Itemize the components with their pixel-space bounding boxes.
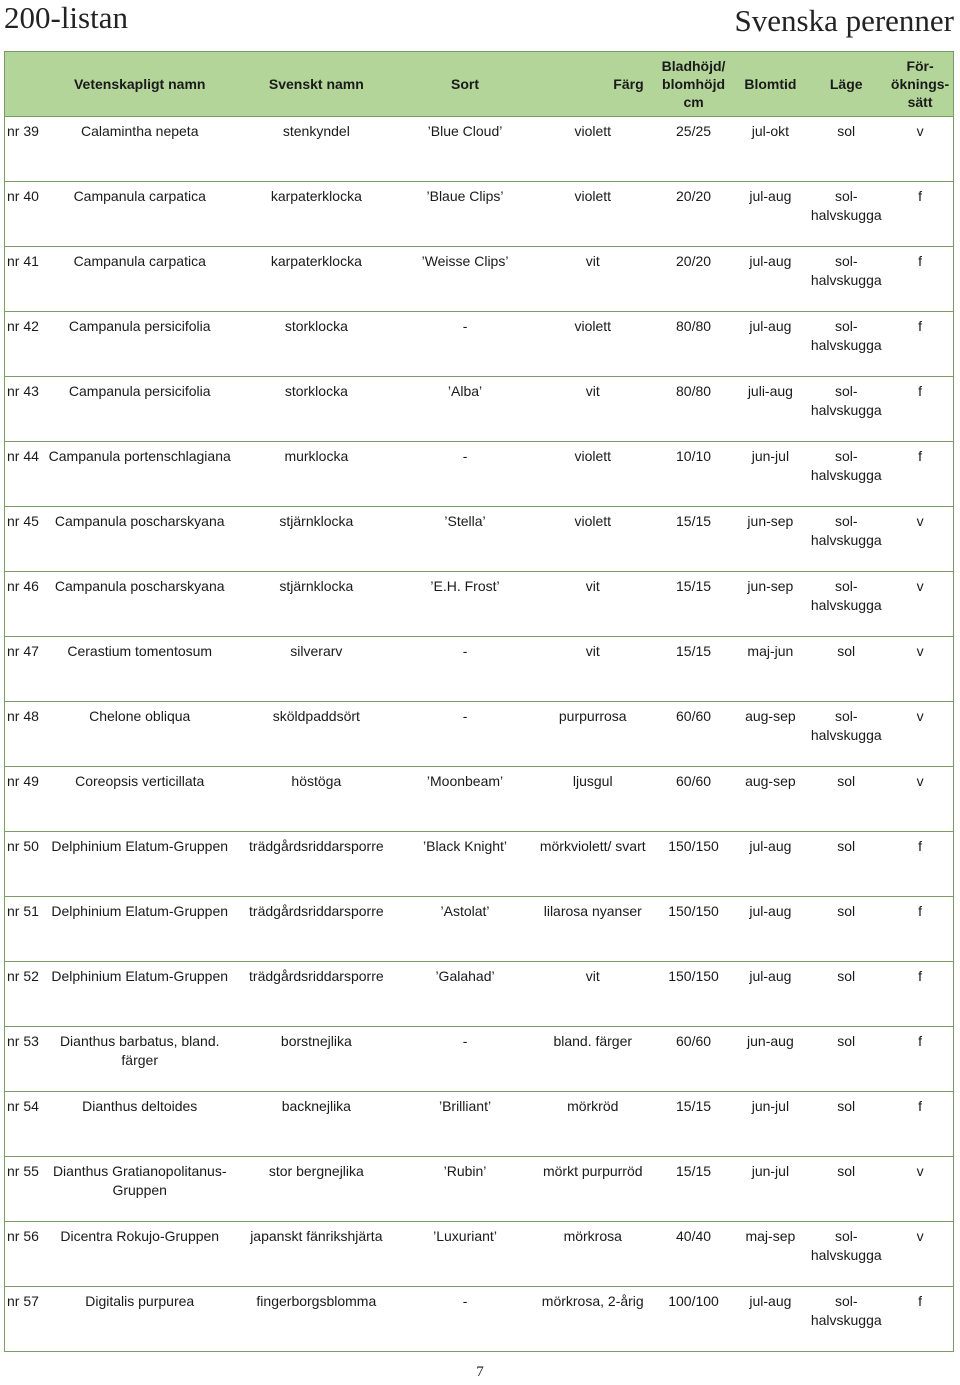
height-cell: 100/100 bbox=[668, 1293, 719, 1309]
bloom-time-cell: maj-jun bbox=[747, 643, 794, 659]
scientific-name-cell: Campanula poscharskyana bbox=[54, 578, 225, 594]
table-row bbox=[4, 1027, 954, 1092]
propagation-cell: f bbox=[918, 1098, 923, 1114]
swedish-name-cell: stjärnklocka bbox=[279, 578, 354, 594]
scientific-name-cell: Dicentra Rokujo-Gruppen bbox=[60, 1228, 220, 1244]
height-cell: 20/20 bbox=[676, 188, 712, 204]
location-cell: sol bbox=[837, 903, 856, 919]
table-row bbox=[4, 377, 954, 442]
location-cell: sol bbox=[837, 773, 856, 789]
color-cell: mörkrosa bbox=[563, 1228, 622, 1244]
sort-cell: ’Stella’ bbox=[444, 513, 486, 529]
table-header bbox=[4, 51, 954, 117]
row-number-cell: nr 51 bbox=[7, 903, 39, 919]
row-number-cell: nr 49 bbox=[7, 773, 39, 789]
swedish-name-cell: backnejlika bbox=[281, 1098, 351, 1114]
scientific-name-cell: Calamintha nepeta bbox=[80, 123, 199, 139]
color-cell: violett bbox=[574, 448, 612, 464]
location-cell: sol- halvskugga bbox=[810, 1228, 882, 1263]
color-cell: vit bbox=[585, 383, 600, 399]
height-cell: 15/15 bbox=[676, 578, 712, 594]
height-cell: 60/60 bbox=[676, 1033, 712, 1049]
bloom-time-cell: jul-okt bbox=[751, 123, 790, 139]
color-cell: violett bbox=[574, 513, 612, 529]
header-propagation: För- öknings- sätt bbox=[890, 58, 950, 110]
sort-cell: ’Galahad’ bbox=[435, 968, 495, 984]
bloom-time-cell: jun-sep bbox=[747, 578, 794, 594]
table-row bbox=[4, 442, 954, 507]
bloom-time-cell: jul-aug bbox=[749, 188, 792, 204]
table-row bbox=[4, 182, 954, 247]
scientific-name-cell: Delphinium Elatum-Gruppen bbox=[51, 838, 229, 854]
scientific-name-cell: Dianthus barbatus, bland. färger bbox=[59, 1033, 220, 1068]
propagation-cell: v bbox=[916, 513, 924, 529]
table-row bbox=[4, 832, 954, 897]
sort-cell: ’E.H. Frost’ bbox=[430, 578, 500, 594]
row-number-cell: nr 47 bbox=[7, 643, 39, 659]
scientific-name-cell: Campanula persicifolia bbox=[68, 318, 211, 334]
color-cell: lilarosa nyanser bbox=[543, 903, 642, 919]
swedish-name-cell: trädgårdsriddarsporre bbox=[249, 968, 384, 984]
table-row bbox=[4, 507, 954, 572]
color-cell: vit bbox=[585, 643, 600, 659]
swedish-name-cell: stenkyndel bbox=[282, 123, 350, 139]
header-scientific-name: Vetenskapligt namn bbox=[73, 76, 206, 92]
header-color: Färg bbox=[613, 76, 644, 92]
row-number-cell: nr 54 bbox=[7, 1098, 39, 1114]
swedish-name-cell: karpaterklocka bbox=[270, 188, 362, 204]
swedish-name-cell: storklocka bbox=[284, 318, 348, 334]
bloom-time-cell: jul-aug bbox=[749, 1293, 792, 1309]
row-number-cell: nr 40 bbox=[7, 188, 39, 204]
color-cell: vit bbox=[585, 968, 600, 984]
sort-cell: - bbox=[462, 643, 468, 659]
location-cell: sol bbox=[837, 123, 856, 139]
swedish-name-cell: murklocka bbox=[284, 448, 349, 464]
header-bloom: Blomtid bbox=[744, 76, 797, 92]
sort-cell: ’Blue Cloud’ bbox=[427, 123, 503, 139]
propagation-cell: v bbox=[916, 708, 924, 724]
row-number-cell: nr 52 bbox=[7, 968, 39, 984]
location-cell: sol- halvskugga bbox=[810, 708, 882, 743]
location-cell: sol- halvskugga bbox=[810, 383, 882, 418]
propagation-cell: f bbox=[918, 968, 923, 984]
location-cell: sol- halvskugga bbox=[810, 513, 882, 548]
swedish-name-cell: trädgårdsriddarsporre bbox=[249, 838, 384, 854]
table-row bbox=[4, 1287, 954, 1352]
bloom-time-cell: jun-sep bbox=[747, 513, 794, 529]
propagation-cell: v bbox=[916, 1228, 924, 1244]
height-cell: 150/150 bbox=[668, 838, 719, 854]
height-cell: 15/15 bbox=[676, 643, 712, 659]
sort-cell: ’Brilliant’ bbox=[438, 1098, 492, 1114]
height-cell: 15/15 bbox=[676, 513, 712, 529]
color-cell: violett bbox=[574, 318, 612, 334]
height-cell: 80/80 bbox=[676, 318, 712, 334]
propagation-cell: f bbox=[918, 903, 923, 919]
table-row bbox=[4, 572, 954, 637]
row-number-cell: nr 46 bbox=[7, 578, 39, 594]
height-cell: 25/25 bbox=[676, 123, 712, 139]
height-cell: 10/10 bbox=[676, 448, 712, 464]
swedish-name-cell: sköldpaddsört bbox=[272, 708, 360, 724]
location-cell: sol- halvskugga bbox=[810, 578, 882, 613]
page-number: 7 bbox=[476, 1364, 484, 1380]
row-number-cell: nr 39 bbox=[7, 123, 39, 139]
swedish-name-cell: karpaterklocka bbox=[270, 253, 362, 269]
swedish-name-cell: stjärnklocka bbox=[279, 513, 354, 529]
height-cell: 20/20 bbox=[676, 253, 712, 269]
list-title: 200-listan bbox=[4, 0, 128, 35]
swedish-name-cell: japanskt fänrikshjärta bbox=[250, 1228, 383, 1244]
sort-cell: ’Weisse Clips’ bbox=[421, 253, 509, 269]
color-cell: violett bbox=[574, 188, 612, 204]
header-height: Bladhöjd/ blomhöjd cm bbox=[661, 58, 726, 110]
propagation-cell: v bbox=[916, 578, 924, 594]
swedish-name-cell: borstnejlika bbox=[280, 1033, 352, 1049]
scientific-name-cell: Campanula portenschlagiana bbox=[48, 448, 231, 464]
row-number-cell: nr 45 bbox=[7, 513, 39, 529]
header-swedish-name: Svenskt namn bbox=[268, 76, 364, 92]
sort-cell: ’Luxuriant’ bbox=[433, 1228, 497, 1244]
bloom-time-cell: jun-jul bbox=[751, 1098, 790, 1114]
bloom-time-cell: jun-jul bbox=[751, 448, 790, 464]
height-cell: 80/80 bbox=[676, 383, 712, 399]
table-row bbox=[4, 117, 954, 182]
sort-cell: ’Rubin’ bbox=[443, 1163, 487, 1179]
sort-cell: - bbox=[462, 1033, 468, 1049]
bloom-time-cell: jul-aug bbox=[749, 838, 792, 854]
sort-cell: ’Moonbeam’ bbox=[426, 773, 504, 789]
bloom-time-cell: jun-aug bbox=[747, 1033, 794, 1049]
plant-table bbox=[4, 51, 954, 1352]
height-cell: 150/150 bbox=[668, 968, 719, 984]
color-cell: bland. färger bbox=[553, 1033, 633, 1049]
row-number-cell: nr 56 bbox=[7, 1228, 39, 1244]
propagation-cell: v bbox=[916, 123, 924, 139]
table-row bbox=[4, 1092, 954, 1157]
scientific-name-cell: Campanula carpatica bbox=[73, 188, 206, 204]
location-cell: sol bbox=[837, 1098, 856, 1114]
table-row bbox=[4, 312, 954, 377]
location-cell: sol- halvskugga bbox=[810, 448, 882, 483]
bloom-time-cell: aug-sep bbox=[745, 708, 796, 724]
location-cell: sol bbox=[837, 838, 856, 854]
propagation-cell: f bbox=[918, 188, 923, 204]
color-cell: purpurrosa bbox=[558, 708, 627, 724]
location-cell: sol- halvskugga bbox=[810, 253, 882, 288]
sort-cell: ’Astolat’ bbox=[440, 903, 490, 919]
scientific-name-cell: Dianthus Gratianopolitanus-Gruppen bbox=[52, 1163, 227, 1198]
color-cell: ljusgul bbox=[572, 773, 613, 789]
row-number-cell: nr 50 bbox=[7, 838, 39, 854]
scientific-name-cell: Chelone obliqua bbox=[89, 708, 191, 724]
scientific-name-cell: Coreopsis verticillata bbox=[75, 773, 205, 789]
swedish-name-cell: storklocka bbox=[284, 383, 348, 399]
height-cell: 60/60 bbox=[676, 773, 712, 789]
propagation-cell: f bbox=[918, 253, 923, 269]
propagation-cell: v bbox=[916, 1163, 924, 1179]
propagation-cell: f bbox=[918, 318, 923, 334]
height-cell: 15/15 bbox=[676, 1163, 712, 1179]
swedish-name-cell: silverarv bbox=[290, 643, 343, 659]
propagation-cell: f bbox=[918, 1033, 923, 1049]
location-cell: sol bbox=[837, 1033, 856, 1049]
location-cell: sol bbox=[837, 643, 856, 659]
color-cell: vit bbox=[585, 253, 600, 269]
table-row bbox=[4, 247, 954, 312]
row-number-cell: nr 41 bbox=[7, 253, 39, 269]
header-sort: Sort bbox=[451, 76, 480, 92]
table-body bbox=[4, 117, 954, 1352]
bloom-time-cell: jul-aug bbox=[749, 903, 792, 919]
sort-cell: ’Alba’ bbox=[447, 383, 483, 399]
location-cell: sol- halvskugga bbox=[810, 188, 882, 223]
height-cell: 40/40 bbox=[676, 1228, 712, 1244]
height-cell: 60/60 bbox=[676, 708, 712, 724]
location-cell: sol bbox=[837, 968, 856, 984]
sort-cell: - bbox=[462, 708, 468, 724]
table-row bbox=[4, 702, 954, 767]
sort-cell: - bbox=[462, 448, 468, 464]
bloom-time-cell: jun-jul bbox=[751, 1163, 790, 1179]
sort-cell: - bbox=[462, 318, 468, 334]
row-number-cell: nr 42 bbox=[7, 318, 39, 334]
scientific-name-cell: Delphinium Elatum-Gruppen bbox=[51, 968, 229, 984]
scientific-name-cell: Delphinium Elatum-Gruppen bbox=[51, 903, 229, 919]
sort-cell: ’Black Knight’ bbox=[423, 838, 508, 854]
bloom-time-cell: jul-aug bbox=[749, 253, 792, 269]
swedish-name-cell: stor bergnejlika bbox=[268, 1163, 364, 1179]
table-row bbox=[4, 897, 954, 962]
table-row bbox=[4, 962, 954, 1027]
color-cell: mörkrosa, 2-årig bbox=[541, 1293, 644, 1309]
height-cell: 15/15 bbox=[676, 1098, 712, 1114]
row-number-cell: nr 43 bbox=[7, 383, 39, 399]
scientific-name-cell: Cerastium tomentosum bbox=[67, 643, 213, 659]
section-title: Svenska perenner bbox=[734, 3, 954, 38]
color-cell: mörkröd bbox=[567, 1098, 619, 1114]
bloom-time-cell: jul-aug bbox=[749, 318, 792, 334]
propagation-cell: v bbox=[916, 643, 924, 659]
bloom-time-cell: jul-aug bbox=[749, 968, 792, 984]
color-cell: mörkt purpurröd bbox=[542, 1163, 643, 1179]
swedish-name-cell: fingerborgsblomma bbox=[256, 1293, 377, 1309]
bloom-time-cell: aug-sep bbox=[745, 773, 796, 789]
swedish-name-cell: höstöga bbox=[291, 773, 342, 789]
row-number-cell: nr 48 bbox=[7, 708, 39, 724]
scientific-name-cell: Campanula carpatica bbox=[73, 253, 206, 269]
row-number-cell: nr 44 bbox=[7, 448, 39, 464]
scientific-name-cell: Digitalis purpurea bbox=[85, 1293, 195, 1309]
propagation-cell: v bbox=[916, 773, 924, 789]
propagation-cell: f bbox=[918, 1293, 923, 1309]
table-row bbox=[4, 1222, 954, 1287]
color-cell: violett bbox=[574, 123, 612, 139]
sort-cell: - bbox=[462, 1293, 468, 1309]
row-number-cell: nr 53 bbox=[7, 1033, 39, 1049]
scientific-name-cell: Dianthus deltoides bbox=[82, 1098, 198, 1114]
location-cell: sol bbox=[837, 1163, 856, 1179]
color-cell: mörkviolett/ svart bbox=[539, 838, 646, 854]
bloom-time-cell: juli-aug bbox=[747, 383, 793, 399]
scientific-name-cell: Campanula persicifolia bbox=[68, 383, 211, 399]
location-cell: sol- halvskugga bbox=[810, 1293, 882, 1328]
color-cell: vit bbox=[585, 578, 600, 594]
row-number-cell: nr 55 bbox=[7, 1163, 39, 1179]
propagation-cell: f bbox=[918, 383, 923, 399]
bloom-time-cell: maj-sep bbox=[745, 1228, 796, 1244]
height-cell: 150/150 bbox=[668, 903, 719, 919]
header-location: Läge bbox=[829, 76, 863, 92]
swedish-name-cell: trädgårdsriddarsporre bbox=[249, 903, 384, 919]
row-number-cell: nr 57 bbox=[7, 1293, 39, 1309]
table-row bbox=[4, 637, 954, 702]
table-row bbox=[4, 1157, 954, 1222]
header-nr bbox=[5, 52, 43, 116]
propagation-cell: f bbox=[918, 448, 923, 464]
table-row bbox=[4, 767, 954, 832]
sort-cell: ’Blaue Clips’ bbox=[426, 188, 504, 204]
scientific-name-cell: Campanula poscharskyana bbox=[54, 513, 225, 529]
location-cell: sol- halvskugga bbox=[810, 318, 882, 353]
propagation-cell: f bbox=[918, 838, 923, 854]
